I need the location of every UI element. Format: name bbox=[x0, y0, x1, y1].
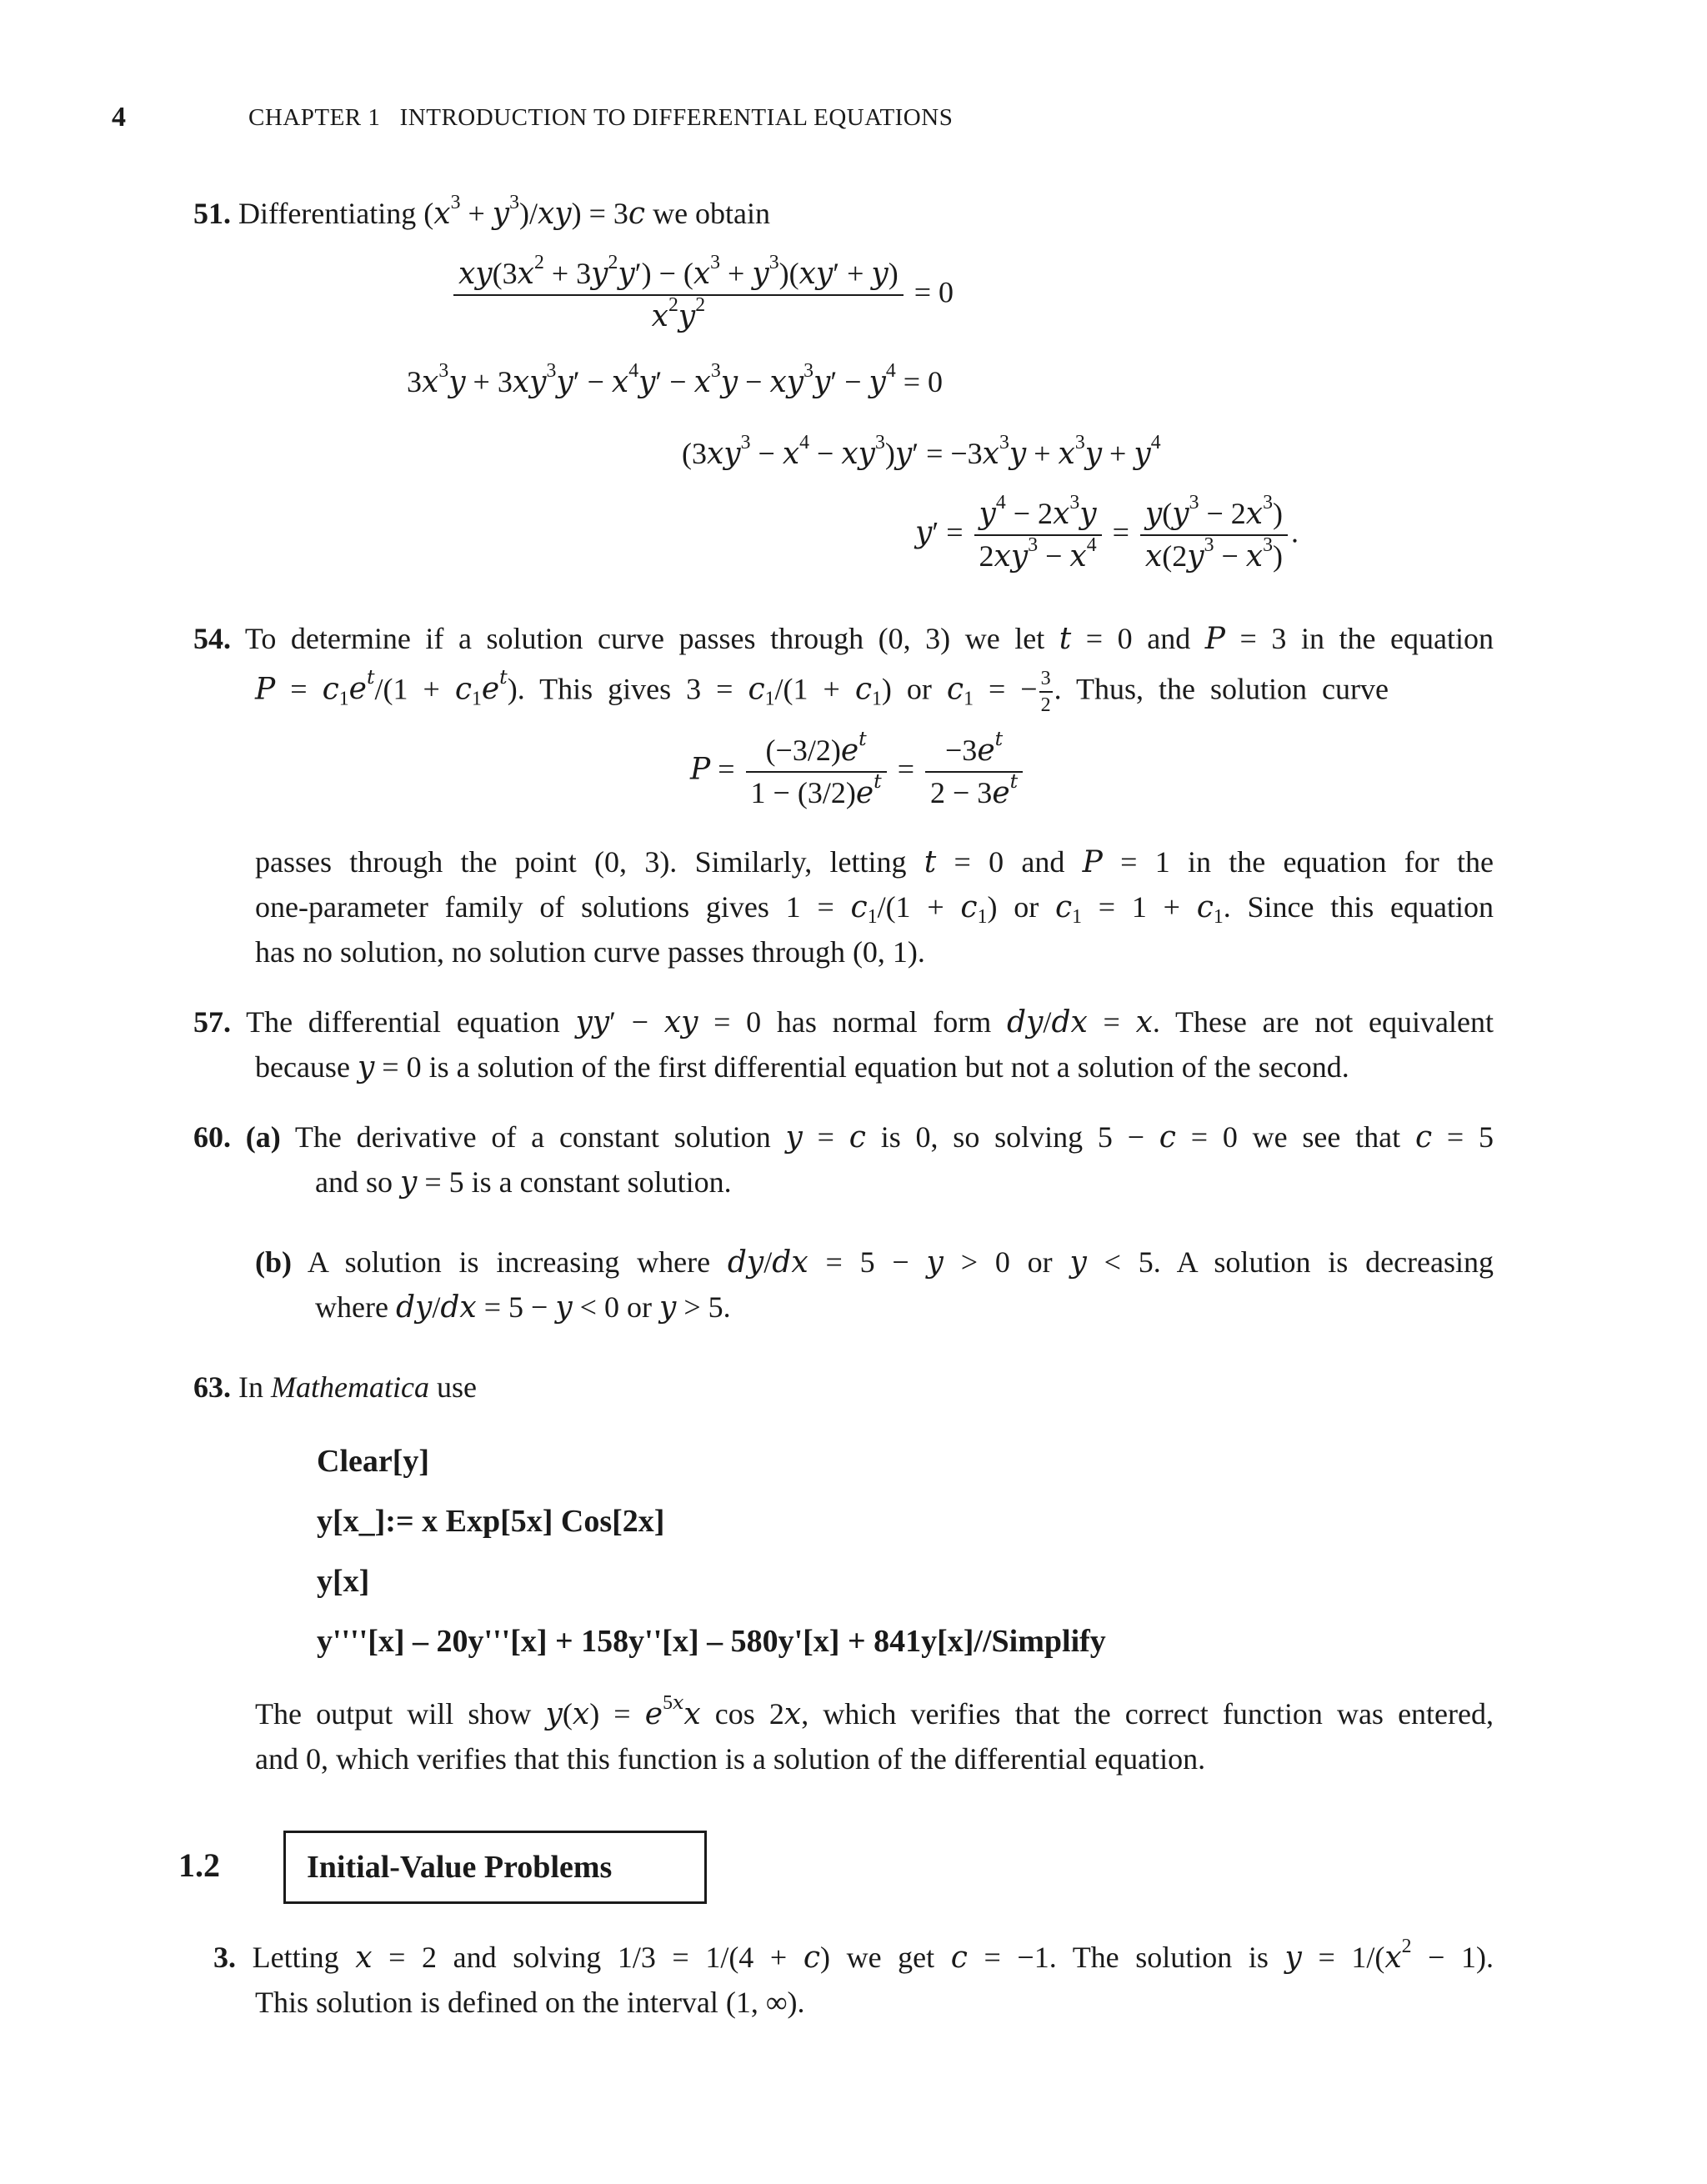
code-line-4: y''''[x] – 20y'''[x] + 158y''[x] – 580y'[x] + 841y[x]//Simplify bbox=[317, 1624, 1106, 1659]
problem-54-line-1: 54. To determine if a solution curve passes through (0, 3) we let t = 0 and P = 3 in the equation bbox=[193, 622, 1494, 656]
problem-54-line-5: has no solution, no solution curve passes through (0, 1). bbox=[255, 935, 925, 969]
page-number: 4 bbox=[112, 102, 126, 133]
code-line-1: Clear[y] bbox=[317, 1444, 430, 1479]
problem-54-line-3: passes through the point (0, 3). Similarly, letting t = 0 and P = 1 in the equation for the bbox=[255, 845, 1494, 879]
problem-3-line-2: This solution is defined on the interval (1, ∞). bbox=[255, 1986, 805, 2019]
problem-number: 51. bbox=[193, 197, 231, 230]
equation-51-3: $(3xy^3 - x^4 - xy^3)y' = -3x^3y + x^3y + y^4$ bbox=[682, 432, 1161, 471]
problem-57-line-2: because y = 0 is a solution of the first differential equation but not a solution of the second. bbox=[255, 1050, 1349, 1084]
chapter-title: INTRODUCTION TO DIFFERENTIAL EQUATIONS bbox=[399, 104, 954, 131]
equation-54: P = $\frac{(-3/2)e^t}{1 - (3/2)e^t}$ = $\frac{-3e^t}{2 - 3e^t}$ bbox=[690, 735, 1026, 809]
problem-63-intro: 63. In Mathematica use bbox=[193, 1370, 477, 1404]
equation-51-4: y′ = $\frac{y^4 - 2x^3y}{2xy^3 - x^4}$ = $\frac{y(y^3 - 2x^3)}{x(2y^3 - x^3)}$ . bbox=[915, 492, 1299, 574]
problem-60-b-line-1: (b) A solution is increasing where dy/dx = 5 − y > 0 or y < 5. A solution is decreasing bbox=[255, 1245, 1494, 1280]
problem-63-output-line-1: The output will show $y(x) = e^{5x}x$ cos 2x, which verifies that the correct function was entered, bbox=[255, 1691, 1494, 1731]
software-name: Mathematica bbox=[271, 1370, 429, 1404]
code-line-3: y[x] bbox=[317, 1564, 370, 1599]
problem-3-line-1: 3. Letting x = 2 and solving 1/3 = 1/(4 + c) we get c = −1. The solution is $y = 1/(x^2 - 1)$. bbox=[213, 1936, 1494, 1975]
problem-60-a-line-2: and so y = 5 is a constant solution. bbox=[315, 1165, 732, 1200]
chapter-label: CHAPTER 1 bbox=[248, 104, 381, 131]
problem-54-line-2: $P = c_1e^t/(1 + c_1e^t)$. This gives $3 = c_1/(1 + c_1)$ or $c_1$ = − $\frac{3}{2}$ . Thus, the solution curve bbox=[255, 665, 1389, 716]
problem-57-line-1: 57. The differential equation yy′ − xy = 0 has normal form dy/dx = x. These are not equivalent bbox=[193, 1005, 1494, 1039]
problem-54-line-4: one-parameter family of solutions gives $1 = c_1/(1 + c_1)$ or $c_1 = 1 + c_1$. Since this equation bbox=[255, 890, 1494, 929]
problem-60-a-line-1: 60. (a) The derivative of a constant solution y = c is 0, so solving 5 − c = 0 we see that c = 5 bbox=[193, 1120, 1494, 1155]
equation-51-1: $\frac{xy(3x^2 + 3y^2y') - (x^3 + y^3)(xy' + y)}{x^2y^2}$ = 0 bbox=[450, 258, 954, 332]
equation-51-2: $3x^3y + 3xy^3y' - x^4y' - x^3y - xy^3y' - y^4 = 0$ bbox=[407, 360, 944, 399]
code-line-2: y[x_]:= x Exp[5x] Cos[2x] bbox=[317, 1504, 665, 1539]
section-number: 1.2 bbox=[178, 1846, 220, 1884]
section-title: Initial-Value Problems bbox=[307, 1850, 613, 1885]
problem-60-b-line-2: where dy/dx = 5 − y < 0 or y > 5. bbox=[315, 1290, 731, 1325]
problem-51-intro: 51. Differentiating $(x^3 + y^3)/xy) = 3c$ we obtain bbox=[193, 192, 771, 231]
problem-63-output-line-2: and 0, which verifies that this function is a solution of the differential equation. bbox=[255, 1742, 1206, 1776]
running-header bbox=[248, 106, 953, 130]
